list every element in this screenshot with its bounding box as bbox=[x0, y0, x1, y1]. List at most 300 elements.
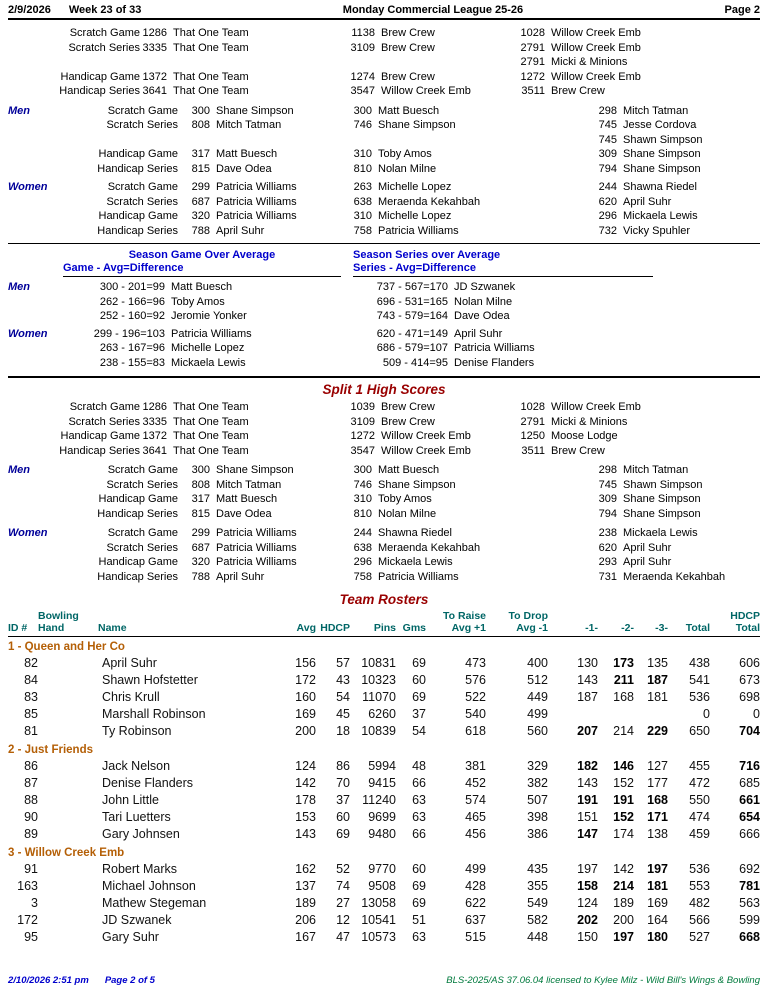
score-value: 758 bbox=[353, 224, 372, 237]
gender-label: Women bbox=[8, 327, 48, 340]
score-value: 1272 bbox=[350, 430, 375, 442]
to-raise-average: 574 bbox=[465, 793, 486, 807]
bowler-name bbox=[375, 55, 505, 70]
score-value: 1028 bbox=[520, 401, 545, 413]
player-games-count: 69 bbox=[412, 896, 426, 910]
section-divider bbox=[8, 376, 760, 378]
column-header bbox=[396, 610, 426, 634]
series-total: 553 bbox=[689, 879, 710, 893]
score-value bbox=[335, 55, 375, 70]
bowler-name: Patricia Williams bbox=[216, 556, 297, 568]
player-games-count: 37 bbox=[412, 707, 426, 721]
column-header-top bbox=[278, 610, 316, 622]
game-over-average-value: 252 - 160=92 bbox=[99, 310, 165, 322]
column-header-bottom: HDCP bbox=[320, 622, 350, 634]
column-header bbox=[38, 610, 98, 634]
score-value: 300 bbox=[191, 104, 210, 117]
score-value: 620 bbox=[598, 541, 617, 554]
roster-player-row bbox=[8, 792, 760, 809]
player-name: Robert Marks bbox=[102, 862, 178, 876]
player-handicap: 43 bbox=[336, 673, 350, 687]
player-pins: 9508 bbox=[368, 879, 396, 893]
score-value bbox=[332, 133, 372, 148]
bowler-name: April Suhr bbox=[454, 327, 503, 340]
score-value: 815 bbox=[191, 162, 210, 175]
bowler-name: Willow Creek Emb bbox=[551, 27, 641, 39]
split-high-men-scores bbox=[8, 463, 760, 521]
player-games-count: 54 bbox=[412, 724, 426, 738]
game-2-score: 211 bbox=[613, 673, 634, 687]
bowler-name: Patricia Williams bbox=[378, 224, 459, 237]
score-value: 808 bbox=[191, 478, 210, 491]
to-drop-average: 398 bbox=[527, 810, 548, 824]
player-id: 81 bbox=[24, 724, 38, 738]
gender-label bbox=[8, 507, 63, 522]
game-2-score: 214 bbox=[613, 879, 634, 893]
game-3-score: 138 bbox=[647, 827, 668, 841]
column-header-bottom: ID # bbox=[8, 622, 28, 634]
game-3-score bbox=[634, 706, 668, 723]
bowler-name: Brew Crew bbox=[551, 85, 605, 97]
bowler-name: Mickaela Lewis bbox=[171, 356, 246, 369]
game-1-score bbox=[548, 706, 598, 723]
season-row bbox=[8, 327, 760, 342]
score-row bbox=[8, 507, 760, 522]
roster-player-row bbox=[8, 775, 760, 792]
bowler-name: Shane Simpson bbox=[623, 162, 701, 175]
player-games-count: 66 bbox=[412, 776, 426, 790]
player-id: 95 bbox=[24, 930, 38, 944]
bowler-name: Toby Amos bbox=[378, 493, 432, 505]
team-name: 2 - Just Friends bbox=[8, 744, 93, 756]
bowler-name: Shawna Riedel bbox=[378, 527, 452, 539]
column-header-top bbox=[316, 610, 350, 622]
page-number: Page 2 bbox=[724, 4, 760, 16]
gender-label bbox=[8, 356, 63, 371]
score-value: 745 bbox=[598, 478, 617, 491]
score-value: 244 bbox=[353, 527, 372, 539]
game-1-score: 191 bbox=[577, 793, 598, 807]
score-value: 263 bbox=[353, 181, 372, 193]
player-pins: 9480 bbox=[368, 827, 396, 841]
column-header-bottom: -2- bbox=[621, 622, 634, 634]
score-value: 808 bbox=[191, 119, 210, 131]
player-handicap: 74 bbox=[336, 879, 350, 893]
column-header-top: To Raise bbox=[443, 610, 486, 622]
season-men-rows bbox=[8, 280, 760, 324]
roster-player-row bbox=[8, 672, 760, 689]
series-total: 536 bbox=[689, 690, 710, 704]
bowling-hand bbox=[38, 655, 98, 672]
roster-player-row bbox=[8, 706, 760, 723]
column-header bbox=[8, 610, 38, 634]
player-pins: 10541 bbox=[361, 913, 396, 927]
gender-label bbox=[8, 341, 63, 356]
category-label: Scratch Series bbox=[106, 478, 178, 491]
category-label: Scratch Game bbox=[107, 181, 178, 193]
column-header bbox=[486, 610, 548, 634]
bowling-hand bbox=[38, 723, 98, 740]
handicap-total: 563 bbox=[739, 896, 760, 910]
player-average: 156 bbox=[295, 656, 316, 670]
score-value: 731 bbox=[598, 570, 617, 583]
score-row bbox=[8, 41, 760, 56]
bowler-name: Matt Buesch bbox=[378, 104, 440, 117]
column-header bbox=[426, 610, 486, 634]
score-value: 746 bbox=[353, 478, 372, 491]
player-games-count: 51 bbox=[412, 913, 426, 927]
to-drop-average: 329 bbox=[527, 759, 548, 773]
game-1-score: 158 bbox=[577, 879, 598, 893]
player-pins: 5994 bbox=[368, 759, 396, 773]
player-handicap: 54 bbox=[336, 690, 350, 704]
score-row bbox=[8, 118, 760, 133]
gender-label bbox=[8, 555, 63, 570]
score-row bbox=[8, 162, 760, 177]
game-over-average-value: 263 - 167=96 bbox=[99, 342, 165, 354]
game-3-score: 135 bbox=[647, 656, 668, 670]
week-high-men-scores bbox=[8, 104, 760, 177]
bowler-name: Mitch Tatman bbox=[216, 119, 282, 131]
bowler-name: Dave Odea bbox=[454, 310, 510, 322]
player-games-count: 60 bbox=[412, 862, 426, 876]
player-handicap: 57 bbox=[336, 656, 350, 670]
player-name: Jack Nelson bbox=[102, 759, 171, 773]
bowler-name: Denise Flanders bbox=[454, 356, 535, 369]
bowler-name: Patricia Williams bbox=[454, 342, 535, 354]
bowler-name: That One Team bbox=[173, 430, 249, 442]
player-games-count: 69 bbox=[412, 879, 426, 893]
bowler-name: Mickaela Lewis bbox=[623, 210, 698, 222]
bowler-name: Shane Simpson bbox=[623, 493, 701, 505]
bowler-name: Micki & Minions bbox=[551, 56, 628, 68]
score-value: 310 bbox=[353, 493, 372, 505]
column-header bbox=[278, 610, 316, 634]
season-over-average-section bbox=[8, 249, 760, 370]
handicap-total: 698 bbox=[739, 690, 760, 704]
game-2-score: 174 bbox=[613, 827, 634, 841]
score-value: 317 bbox=[191, 148, 210, 160]
bowler-name: Patricia Williams bbox=[216, 527, 297, 539]
bowler-name: Brew Crew bbox=[381, 401, 435, 413]
game-3-score: 187 bbox=[647, 673, 668, 687]
game-1-score: 143 bbox=[577, 673, 598, 687]
category-label: Handicap Game bbox=[60, 70, 140, 83]
gender-label bbox=[8, 309, 63, 324]
gender-label bbox=[8, 224, 63, 239]
score-value: 310 bbox=[353, 210, 372, 222]
bowler-name: Mitch Tatman bbox=[623, 104, 689, 117]
player-name: Tari Luetters bbox=[102, 810, 171, 824]
series-total: 0 bbox=[703, 707, 710, 721]
bowler-name: April Suhr bbox=[623, 541, 672, 554]
series-total: 482 bbox=[689, 896, 710, 910]
bowler-name: Brew Crew bbox=[551, 444, 605, 457]
score-value: 299 bbox=[191, 527, 210, 539]
score-row bbox=[8, 195, 760, 210]
score-value: 746 bbox=[353, 119, 372, 131]
score-value: 3335 bbox=[142, 415, 167, 428]
gender-label: Men bbox=[8, 104, 30, 117]
bowler-name: Shane Simpson bbox=[623, 148, 701, 160]
game-1-score: 150 bbox=[577, 930, 598, 944]
category-label: Scratch Series bbox=[106, 541, 178, 554]
score-value: 745 bbox=[598, 119, 617, 131]
game-2-score: 200 bbox=[613, 913, 634, 927]
series-total: 474 bbox=[689, 810, 710, 824]
player-pins: 10323 bbox=[361, 673, 396, 687]
player-handicap: 37 bbox=[336, 793, 350, 807]
player-games-count: 63 bbox=[412, 810, 426, 824]
score-value: 815 bbox=[191, 507, 210, 520]
bowling-hand bbox=[38, 809, 98, 826]
player-average: 137 bbox=[295, 879, 316, 893]
bowler-name: Matt Buesch bbox=[216, 148, 278, 160]
score-value: 2791 bbox=[520, 56, 545, 68]
player-average: 160 bbox=[295, 690, 316, 704]
game-3-score: 127 bbox=[647, 759, 668, 773]
category-label bbox=[63, 133, 178, 148]
series-total: 455 bbox=[689, 759, 710, 773]
series-total: 541 bbox=[689, 673, 710, 687]
season-series-subtitle: Series - Avg=Difference bbox=[353, 262, 476, 274]
player-average: 189 bbox=[295, 896, 316, 910]
bowler-name: Micki & Minions bbox=[551, 415, 628, 428]
column-header-bottom: Avg +1 bbox=[451, 622, 486, 634]
series-over-average-value: 696 - 531=165 bbox=[376, 295, 448, 308]
player-id: 88 bbox=[24, 793, 38, 807]
player-games-count: 63 bbox=[412, 930, 426, 944]
category-label: Scratch Game bbox=[69, 401, 140, 413]
header-left bbox=[8, 4, 141, 16]
score-row bbox=[8, 55, 760, 70]
score-row bbox=[8, 429, 760, 444]
score-value: 758 bbox=[353, 570, 372, 583]
column-header-top bbox=[396, 610, 426, 622]
bowler-name: Brew Crew bbox=[381, 27, 435, 39]
player-handicap: 70 bbox=[336, 776, 350, 790]
to-raise-average: 499 bbox=[465, 862, 486, 876]
bowler-name: Brew Crew bbox=[381, 41, 435, 54]
bowling-hand bbox=[38, 672, 98, 689]
roster-player-row bbox=[8, 723, 760, 740]
column-header-top bbox=[634, 610, 668, 622]
to-drop-average: 560 bbox=[527, 724, 548, 738]
player-id: 84 bbox=[24, 673, 38, 687]
score-value: 3547 bbox=[350, 85, 375, 97]
player-pins: 11240 bbox=[362, 793, 396, 807]
score-value: 794 bbox=[598, 507, 617, 520]
bowling-hand bbox=[38, 878, 98, 895]
category-label: Scratch Series bbox=[106, 195, 178, 208]
game-1-score: 202 bbox=[577, 913, 598, 927]
header-divider bbox=[8, 18, 760, 20]
column-header-bottom: Avg bbox=[296, 622, 316, 634]
page-header bbox=[8, 0, 760, 18]
category-label: Handicap Game bbox=[98, 556, 178, 568]
column-header-bottom: Name bbox=[98, 622, 127, 634]
game-3-score: 180 bbox=[647, 930, 668, 944]
bowler-name: Shane Simpson bbox=[623, 507, 701, 520]
team-rosters-title: Team Rosters bbox=[339, 592, 429, 607]
roster-player-row bbox=[8, 826, 760, 843]
roster-player-row bbox=[8, 758, 760, 775]
week-high-women-scores bbox=[8, 180, 760, 238]
player-name: Gary Suhr bbox=[102, 930, 159, 944]
column-header bbox=[548, 610, 598, 634]
season-row bbox=[8, 309, 760, 324]
bowling-hand bbox=[38, 689, 98, 706]
player-games-count: 69 bbox=[412, 690, 426, 704]
game-over-average-value: 299 - 196=103 bbox=[93, 327, 165, 340]
handicap-total: 606 bbox=[739, 656, 760, 670]
score-value: 745 bbox=[598, 133, 617, 146]
player-handicap: 60 bbox=[336, 810, 350, 824]
score-row bbox=[8, 26, 760, 41]
bowler-name: Shawna Riedel bbox=[623, 181, 697, 193]
to-raise-average: 618 bbox=[465, 724, 486, 738]
series-total: 536 bbox=[689, 862, 710, 876]
score-value: 298 bbox=[598, 104, 617, 117]
score-value: 1138 bbox=[351, 27, 375, 39]
bowler-name: Willow Creek Emb bbox=[551, 41, 641, 54]
column-header bbox=[668, 610, 710, 634]
player-name: John Little bbox=[102, 793, 159, 807]
bowling-hand bbox=[38, 775, 98, 792]
player-name: Chris Krull bbox=[102, 690, 160, 704]
player-handicap: 45 bbox=[336, 707, 350, 721]
game-1-score: 143 bbox=[577, 776, 598, 790]
category-label: Scratch Series bbox=[106, 119, 178, 131]
series-over-average-value: 620 - 471=149 bbox=[376, 327, 448, 340]
split-high-team-scores bbox=[8, 400, 760, 458]
category-label: Scratch Series bbox=[68, 415, 140, 428]
to-raise-average: 381 bbox=[465, 759, 486, 773]
season-over-average-headers bbox=[63, 249, 760, 277]
to-raise-average: 622 bbox=[465, 896, 486, 910]
footer-left bbox=[8, 975, 155, 986]
score-value: 300 bbox=[191, 464, 210, 476]
week-high-team-scores bbox=[8, 26, 760, 99]
season-series-title: Season Series over Average bbox=[353, 249, 501, 261]
category-label: Handicap Series bbox=[97, 507, 178, 520]
game-2-score: 197 bbox=[613, 930, 634, 944]
bowler-name: April Suhr bbox=[216, 224, 265, 237]
bowler-name: Meraenda Kekahbah bbox=[623, 570, 726, 583]
to-drop-average: 512 bbox=[527, 673, 548, 687]
game-1-score: 197 bbox=[577, 862, 598, 876]
game-3-score: 169 bbox=[647, 896, 668, 910]
score-value: 1039 bbox=[350, 401, 375, 413]
bowler-name: Shane Simpson bbox=[378, 119, 456, 131]
score-value: 3641 bbox=[142, 444, 167, 457]
column-header-top bbox=[98, 610, 278, 622]
to-drop-average: 448 bbox=[527, 930, 548, 944]
player-id: 85 bbox=[24, 707, 38, 721]
handicap-total: 716 bbox=[739, 759, 760, 773]
column-header bbox=[98, 610, 278, 634]
score-value: 296 bbox=[353, 556, 372, 568]
gender-label bbox=[8, 295, 63, 310]
score-value: 320 bbox=[191, 210, 210, 222]
score-value: 3641 bbox=[142, 85, 167, 97]
season-game-subtitle: Game - Avg=Difference bbox=[63, 262, 184, 274]
gender-label bbox=[8, 133, 63, 148]
player-average: 169 bbox=[295, 707, 316, 721]
score-value: 296 bbox=[598, 210, 617, 222]
bowler-name: Vicky Spuhler bbox=[623, 224, 691, 237]
column-header-bottom: -1- bbox=[585, 622, 598, 634]
score-value: 1286 bbox=[142, 401, 167, 413]
to-drop-average: 449 bbox=[527, 690, 548, 704]
season-series-header bbox=[353, 249, 653, 277]
game-2-score: 214 bbox=[613, 724, 634, 738]
game-2-score: 152 bbox=[613, 776, 634, 790]
game-2-score: 173 bbox=[613, 656, 634, 670]
player-name: Gary Johnsen bbox=[102, 827, 180, 841]
score-value: 638 bbox=[353, 541, 372, 554]
score-value: 320 bbox=[191, 556, 210, 568]
bowler-name: That One Team bbox=[173, 85, 249, 97]
score-value: 3511 bbox=[521, 85, 545, 97]
bowler-name: Patricia Williams bbox=[216, 541, 297, 554]
bowler-name: Michelle Lopez bbox=[378, 181, 452, 193]
score-value: 300 bbox=[353, 464, 372, 476]
bowler-name: That One Team bbox=[173, 27, 249, 39]
bowling-hand bbox=[38, 758, 98, 775]
gender-label: Women bbox=[8, 527, 48, 539]
bowler-name: That One Team bbox=[173, 444, 249, 457]
game-2-score: 142 bbox=[613, 862, 634, 876]
score-value: 1028 bbox=[520, 27, 545, 39]
to-drop-average: 355 bbox=[527, 879, 548, 893]
bowler-name: Dave Odea bbox=[216, 507, 272, 520]
player-average: 167 bbox=[295, 930, 316, 944]
score-value: 732 bbox=[598, 224, 617, 237]
handicap-total: 668 bbox=[739, 930, 760, 944]
score-value: 1372 bbox=[142, 430, 167, 442]
score-value: 810 bbox=[353, 507, 372, 520]
score-value: 3547 bbox=[350, 444, 375, 457]
player-name: Shawn Hofstetter bbox=[102, 673, 198, 687]
roster-table-header bbox=[8, 610, 760, 637]
bowler-name: Toby Amos bbox=[378, 148, 432, 160]
player-pins: 9699 bbox=[368, 810, 396, 824]
series-total: 650 bbox=[689, 724, 710, 738]
gender-label: Men bbox=[8, 464, 30, 476]
bowler-name: Michelle Lopez bbox=[171, 342, 245, 354]
score-value: 300 bbox=[353, 104, 372, 117]
bowler-name: Michelle Lopez bbox=[378, 210, 452, 222]
bowler-name: Matt Buesch bbox=[378, 464, 440, 476]
season-women-rows bbox=[8, 327, 760, 371]
bowler-name: That One Team bbox=[173, 401, 249, 413]
handicap-total: 704 bbox=[739, 724, 760, 738]
column-header bbox=[598, 610, 634, 634]
game-3-score: 181 bbox=[647, 879, 668, 893]
split-high-women-scores bbox=[8, 526, 760, 584]
column-header-top: Bowling bbox=[38, 610, 79, 622]
category-label: Handicap Series bbox=[59, 444, 140, 457]
game-1-score: 182 bbox=[577, 759, 598, 773]
handicap-total: 692 bbox=[739, 862, 760, 876]
game-3-score: 229 bbox=[647, 724, 668, 738]
category-label: Scratch Game bbox=[107, 104, 178, 117]
player-handicap: 18 bbox=[336, 724, 350, 738]
category-label: Scratch Game bbox=[107, 464, 178, 476]
category-label: Handicap Game bbox=[98, 210, 178, 222]
season-row bbox=[8, 295, 760, 310]
